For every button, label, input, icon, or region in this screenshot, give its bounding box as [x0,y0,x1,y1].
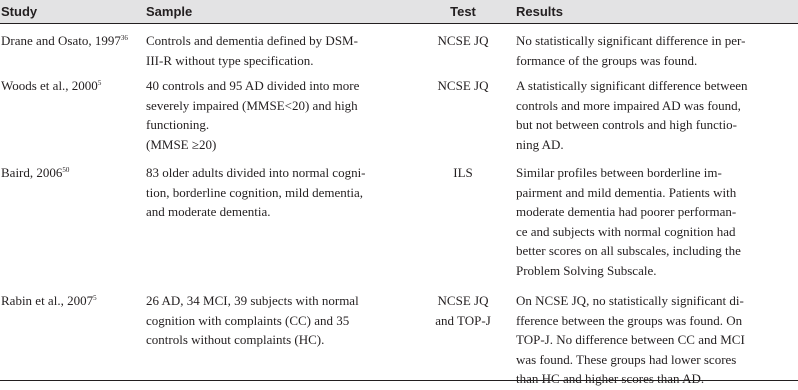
results-line: Similar profiles between borderline im- [516,165,722,180]
test-line: NCSE JQ [437,293,489,308]
results-line: formance of the groups was found. [516,52,698,68]
sample-line: and moderate dementia. [146,204,271,219]
table-row [0,24,798,71]
results-line: fference between the groups was found. On [516,312,743,328]
results-line: controls and more impaired AD was found, [516,97,741,113]
test-cell [419,24,507,71]
sample-line: cognition with complaints (CC) and 35 [146,312,350,328]
study-cell [0,280,142,390]
test-line: and TOP-J [435,312,491,328]
study-name: Baird, 2006 [1,165,63,180]
results-line: ce and subjects with normal cognition had [516,223,736,239]
results-cell [507,280,798,390]
reference-number: 36 [120,34,128,42]
header-sample: Sample [142,0,419,24]
sample-cell [142,24,419,71]
reference-number: 5 [97,79,102,87]
header-row [0,0,798,24]
study-name: Woods et al., 2000 [1,78,98,93]
study-name: Rabin et al., 2007 [1,293,94,308]
test-cell [419,70,507,154]
sample-line: tion, borderline cognition, mild dementia, [146,184,363,200]
results-line: moderate dementia had poorer performan- [516,204,737,219]
table-row [0,280,798,390]
study-cell [0,154,142,280]
reference-number: 5 [93,294,97,302]
results-line: but not between controls and high functio- [516,117,737,132]
results-line: than HC and higher scores than AD. [516,371,705,386]
table-header [0,0,798,24]
results-line: Problem Solving Subscale. [516,262,657,278]
study-name: Drane and Osato, 1997 [1,33,121,48]
test-line: ILS [453,165,473,180]
results-line: A statistically significant difference between [516,78,748,93]
study-cell [0,70,142,154]
results-cell [507,70,798,154]
sample-cell [142,154,419,280]
results-line: TOP-J. No difference between CC and MCI [516,332,745,347]
sample-line: (MMSE ≥20) [146,136,217,152]
test-line: NCSE JQ [437,33,489,48]
sample-line: 40 controls and 95 AD divided into more [146,78,360,93]
results-line: ning AD. [516,136,564,152]
sample-line: severely impaired (MMSE<20) and high [146,97,358,113]
table-body [0,24,798,390]
sample-line: III-R without type specification. [146,52,314,68]
sample-line: controls without complaints (HC). [146,332,325,347]
sample-cell [142,280,419,390]
sample-line: Controls and dementia defined by DSM- [146,33,358,48]
results-line: better scores on all subscales, including the [516,243,741,258]
results-line: was found. These groups had lower scores [516,351,737,367]
sample-line: 83 older adults divided into normal cogni- [146,165,366,180]
table-row [0,154,798,280]
sample-line: 26 AD, 34 MCI, 39 subjects with normal [146,293,359,308]
study-cell [0,24,142,71]
results-line: pairment and mild dementia. Patients with [516,184,737,200]
sample-line: functioning. [146,117,210,132]
sample-cell [142,70,419,154]
table-row [0,70,798,154]
test-cell [419,280,507,390]
results-cell [507,24,798,71]
test-cell [419,154,507,280]
results-cell [507,154,798,280]
header-study: Study [0,0,142,24]
results-line: No statistically significant difference in per- [516,33,746,48]
header-results: Results [507,0,798,24]
reference-number: 50 [62,166,70,174]
header-test: Test [419,0,507,24]
test-line: NCSE JQ [437,78,489,93]
results-line: On NCSE JQ, no statistically significant di- [516,293,744,308]
